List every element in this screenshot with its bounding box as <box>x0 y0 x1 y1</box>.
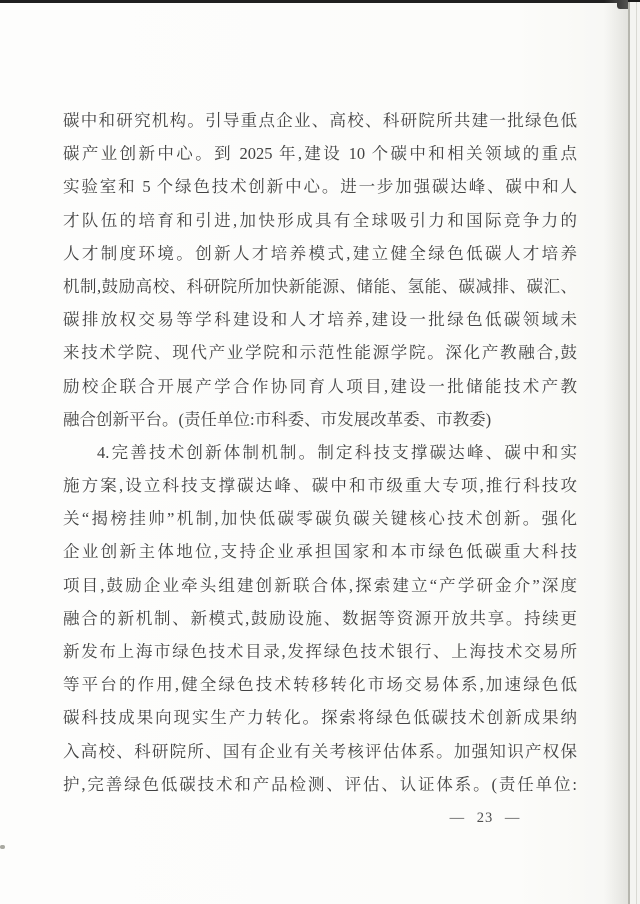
text-line: 碳排放权交易等学科建设和人才培养,建设一批绿色低碳领域未 <box>63 310 577 330</box>
text-line: 关“揭榜挂帅”机制,加快低碳零碳负碳关键核心技术创新。强化 <box>63 509 577 529</box>
page-number: — 23 — <box>449 810 521 826</box>
page-edge-margin <box>630 2 640 904</box>
text-line: 人才制度环境。创新人才培养模式,建立健全绿色低碳人才培养 <box>63 243 577 263</box>
text-line: 碳科技成果向现实生产力转化。探索将绿色低碳技术创新成果纳 <box>63 708 577 728</box>
text-line-paragraph-end: 融合创新平台。(责任单位:市科委、市发展改革委、市教委) <box>63 409 492 429</box>
body-text <box>63 104 577 801</box>
text-line: 施方案,设立科技支撑碳达峰、碳中和市级重大专项,推行科技攻 <box>63 476 577 496</box>
text-line: 实验室和 5 个绿色技术创新中心。进一步加强碳达峰、碳中和人 <box>63 177 577 197</box>
scan-artifact <box>0 845 5 849</box>
text-line: 等平台的作用,健全绿色技术转移转化市场交易体系,加速绿色低 <box>63 675 577 695</box>
text-line: 才队伍的培育和引进,加快形成具有全球吸引力和国际竞争力的 <box>63 210 577 230</box>
text-line: 碳产业创新中心。到 2025 年,建设 10 个碳中和相关领域的重点 <box>63 144 577 164</box>
page-edge-shadow <box>604 0 628 904</box>
text-line: 入高校、科研院所、国有企业有关考核评估体系。加强知识产权保 <box>63 741 577 761</box>
text-line: 项目,鼓励企业牵头组建创新联合体,探索建立“产学研金介”深度 <box>63 575 577 595</box>
text-line: 机制,鼓励高校、科研院所加快新能源、储能、氢能、碳减排、碳汇、 <box>63 276 577 296</box>
text-line: 新发布上海市绿色技术目录,发挥绿色技术银行、上海技术交易所 <box>63 642 577 661</box>
text-line: 励校企联合开展产学合作协同育人项目,建设一批储能技术产教 <box>63 376 577 396</box>
text-line: 企业创新主体地位,支持企业承担国家和本市绿色低碳重大科技 <box>63 542 577 562</box>
text-line: 碳中和研究机构。引导重点企业、高校、科研院所共建一批绿色低 <box>63 111 577 130</box>
text-line-paragraph-start: 4.完善技术创新体制机制。制定科技支撑碳达峰、碳中和实 <box>97 442 577 462</box>
text-line: 护,完善绿色低碳技术和产品检测、评估、认证体系。(责任单位: <box>63 774 577 794</box>
text-line: 融合的新机制、新模式,鼓励设施、数据等资源开放共享。持续更 <box>63 608 577 628</box>
scan-top-edge <box>0 0 640 3</box>
text-line: 来技术学院、现代产业学院和示范性能源学院。深化产教融合,鼓 <box>63 343 577 363</box>
page-edge-line-outer <box>636 2 637 904</box>
